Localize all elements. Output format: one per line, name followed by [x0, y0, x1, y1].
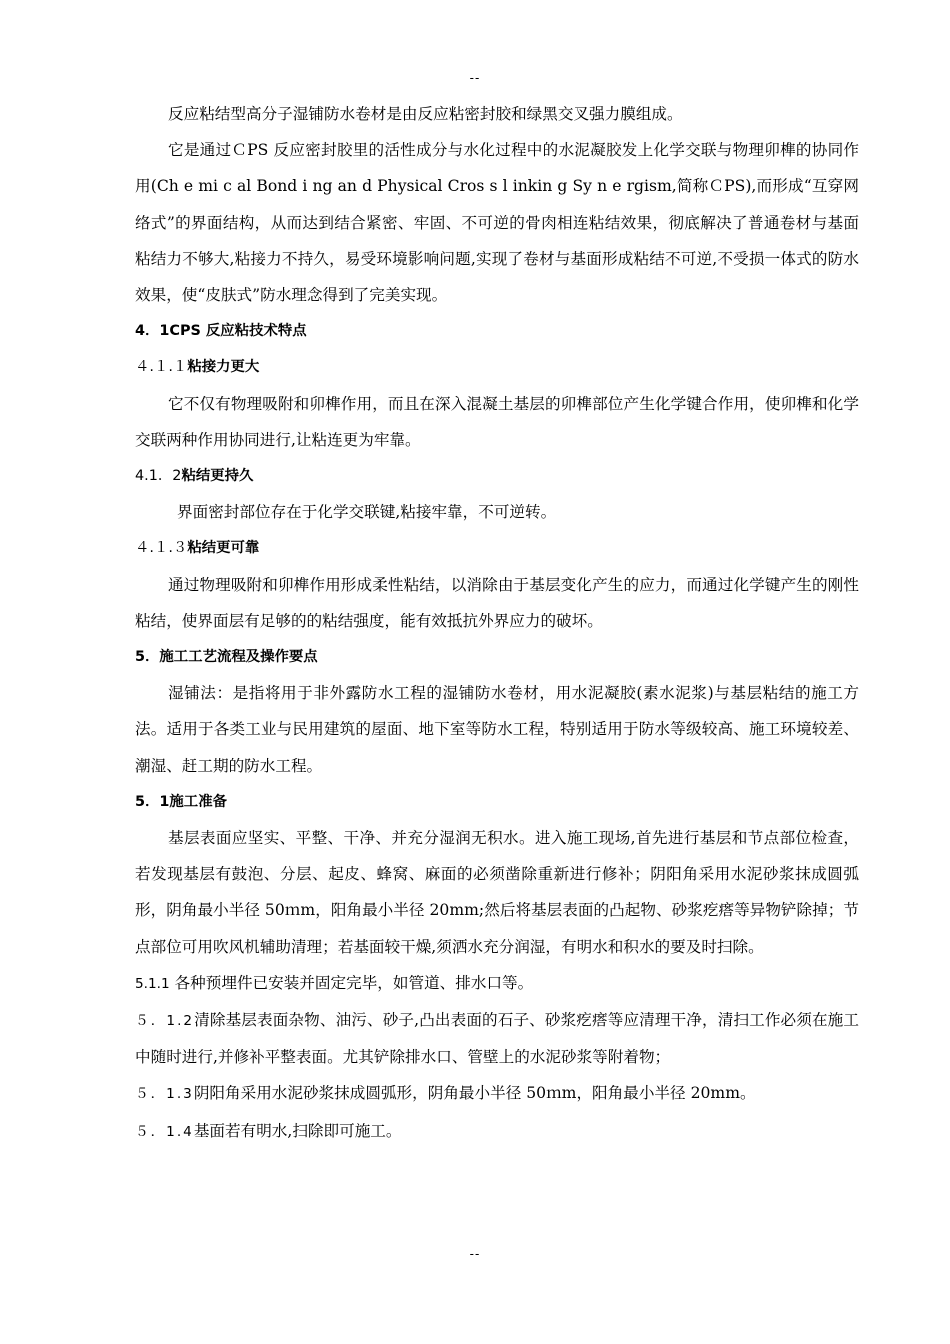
heading-5: 5．施工工艺流程及操作要点 [135, 649, 318, 666]
item-number: 5.1.1 [135, 975, 170, 992]
paragraph-cps-mechanism: 它是通过ＣPS 反应密封胶里的活性成分与水化过程中的水泥凝胶发上化学交联与物理卯榫的协同作用(Ch e mi c al Bond i ng an d Physical Cros s l inkin g Sy n e rgism,简称ＣPS),而形成“互穿网络式”的界面结构，从而达到结合紧密、牢固、不可逆的骨肉相连粘结效果，彻底解决了普通卷材与基面粘结力不够大,粘接力不持久，易受环境影响问题,实现了卷材与基面形成粘结不可逆,不受损一体式的防水效果，使“皮肤式”防水理念得到了完美实现。 [135, 141, 859, 305]
item-text: 基面若有明水,扫除即可施工。 [193, 1121, 402, 1140]
paragraph-intro: 反应粘结型高分子湿铺防水卷材是由反应粘密封胶和绿黑交叉强力膜组成。 [168, 105, 683, 123]
paragraph-preparation: 基层表面应坚实、平整、干净、并充分湿润无积水。进入施工现场,首先进行基层和节点部位检查，若发现基层有鼓泡、分层、起皮、蜂窝、麻面的必须凿除重新进行修补；阴阳角采用水泥砂浆抹成圆弧形，阴角最小半径 50ｍm，阳角最小半径 20mm;然后将基层表面的凸起物、砂浆疙瘩等异物铲除掉；节点部位可用吹风机辅助清理；若基面较干燥,须洒水充分润湿，有明水和积水的要及时扫除。 [135, 829, 859, 956]
heading-4-1-1 [135, 349, 859, 385]
heading-4-1-3 [135, 530, 859, 566]
item-number: ５．1.4 [135, 1123, 194, 1140]
list-item-5-1-4 [135, 1113, 859, 1150]
document-body [135, 96, 859, 1150]
heading-5-1: 5．1施工准备 [135, 793, 227, 810]
paragraph-adhesion-stronger: 它不仅有物理吸附和卯榫作用，而且在深入混凝土基层的卯榫部位产生化学键合作用，使卯榫和化学交联两种作用协同进行,让粘连更为牢靠。 [135, 394, 859, 449]
heading-4-1: 4．1CPS 反应粘技术特点 [135, 323, 307, 340]
page-footer-marker: -- [469, 1246, 481, 1261]
paragraph-adhesion-reliable: 通过物理吸附和卯榫作用形成柔性粘结，以消除由于基层变化产生的应力，而通过化学键产生的刚性粘结，使界面层有足够的的粘结强度，能有效抵抗外界应力的破坏。 [135, 575, 859, 630]
heading-number: ４.１.３ [135, 540, 188, 557]
item-text: 各种预埋件已安装并固定完毕，如管道、排水口等。 [174, 973, 534, 992]
heading-text: 粘接力更大 [187, 359, 260, 376]
item-number: ５．1.2 [135, 1013, 195, 1030]
paragraph-adhesion-lasting: 界面密封部位存在于化学交联键,粘接牢靠，不可逆转。 [177, 503, 557, 522]
item-text: 清除基层表面杂物、油污、砂子,凸出表面的石子、砂浆疙瘩等应清理干净，清扫工作必须在施工中随时进行,并修补平整表面。尤其铲除排水口、管壁上的水泥砂浆等附着物； [135, 1011, 859, 1067]
heading-text: 粘结更可靠 [187, 540, 260, 557]
item-number: ５．1.3 [135, 1086, 194, 1103]
item-text: 阴阳角采用水泥砂浆抹成圆弧形，阴角最小半径 50ｍm，阳角最小半径 20mm。 [193, 1084, 756, 1103]
heading-text: 粘结更持久 [181, 468, 254, 485]
list-item-5-1-1 [135, 965, 859, 1002]
page-header-marker: -- [469, 70, 481, 85]
list-item-5-1-2 [135, 1002, 859, 1075]
heading-number: ４.１.１ [135, 359, 188, 376]
heading-4-1-2 [135, 458, 859, 494]
heading-number: 4.1．2 [135, 468, 182, 485]
paragraph-wet-laying: 湿铺法：是指将用于非外露防水工程的湿铺防水卷材，用水泥凝胶(素水泥浆)与基层粘结的施工方法。适用于各类工业与民用建筑的屋面、地下室等防水工程，特别适用于防水等级较高、施工环境较差、潮湿、赶工期的防水工程。 [135, 684, 859, 775]
list-item-5-1-3 [135, 1075, 859, 1112]
